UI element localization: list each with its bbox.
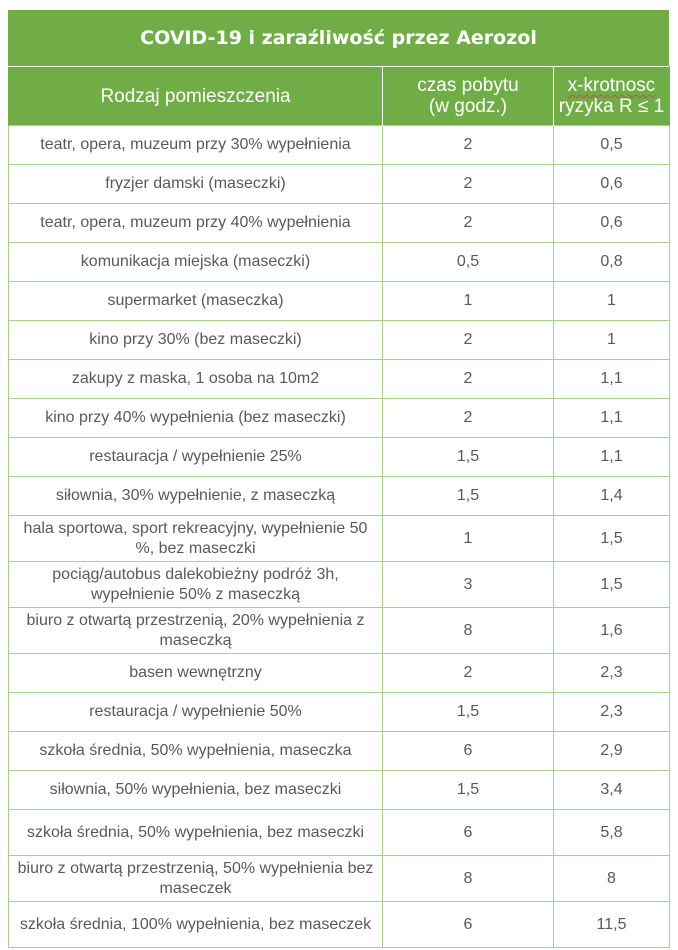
table-row xyxy=(9,771,670,810)
cell-risk-multiplier: 0,6 xyxy=(554,204,670,243)
table-row xyxy=(9,516,670,562)
cell-room-type: zakupy z maska, 1 osoba na 10m2 xyxy=(9,360,383,399)
table-row xyxy=(9,360,670,399)
cell-room-type: siłownia, 50% wypełnienia, bez maseczki xyxy=(9,771,383,810)
cell-stay-hours: 1,5 xyxy=(383,477,554,516)
risk-table-container xyxy=(8,10,669,948)
cell-risk-multiplier: 5,8 xyxy=(554,810,670,856)
cell-stay-hours: 1,5 xyxy=(383,438,554,477)
cell-stay-hours: 1 xyxy=(383,282,554,321)
table-row xyxy=(9,282,670,321)
header-stay-time-line1: czas pobytu xyxy=(417,75,519,96)
cell-room-type: fryzjer damski (maseczki) xyxy=(9,165,383,204)
cell-stay-hours: 2 xyxy=(383,399,554,438)
cell-risk-multiplier: 0,8 xyxy=(554,243,670,282)
cell-risk-multiplier: 2,3 xyxy=(554,693,670,732)
cell-room-type: teatr, opera, muzeum przy 30% wypełnienia xyxy=(9,126,383,165)
cell-stay-hours: 2 xyxy=(383,360,554,399)
table-row xyxy=(9,654,670,693)
cell-room-type: restauracja / wypełnienie 50% xyxy=(9,693,383,732)
cell-stay-hours: 8 xyxy=(383,608,554,654)
cell-room-type: hala sportowa, sport rekreacyjny, wypełnienie 50 %, bez maseczki xyxy=(9,516,383,562)
table-row xyxy=(9,321,670,360)
cell-room-type: supermarket (maseczka) xyxy=(9,282,383,321)
table-row xyxy=(9,608,670,654)
cell-risk-multiplier: 3,4 xyxy=(554,771,670,810)
header-stay-time xyxy=(383,67,554,126)
header-risk-multiplier xyxy=(554,67,670,126)
cell-room-type: biuro z otwartą przestrzenią, 20% wypełnienia z maseczką xyxy=(9,608,383,654)
cell-room-type: siłownia, 30% wypełnienie, z maseczką xyxy=(9,477,383,516)
table-row xyxy=(9,562,670,608)
header-room-type: Rodzaj pomieszczenia xyxy=(9,67,383,126)
cell-room-type: szkoła średnia, 100% wypełnienia, bez maseczek xyxy=(9,902,383,948)
cell-stay-hours: 2 xyxy=(383,165,554,204)
cell-risk-multiplier: 1,1 xyxy=(554,399,670,438)
cell-risk-multiplier: 2,9 xyxy=(554,732,670,771)
cell-risk-multiplier: 1,5 xyxy=(554,516,670,562)
cell-room-type: restauracja / wypełnienie 25% xyxy=(9,438,383,477)
cell-room-type: basen wewnętrzny xyxy=(9,654,383,693)
header-risk-line1: x-krotnosc xyxy=(567,75,656,96)
cell-stay-hours: 1 xyxy=(383,516,554,562)
cell-risk-multiplier: 1,5 xyxy=(554,562,670,608)
cell-risk-multiplier: 1,1 xyxy=(554,360,670,399)
table-row xyxy=(9,810,670,856)
cell-room-type: komunikacja miejska (maseczki) xyxy=(9,243,383,282)
risk-table xyxy=(8,66,670,948)
cell-room-type: teatr, opera, muzeum przy 40% wypełnienia xyxy=(9,204,383,243)
cell-stay-hours: 6 xyxy=(383,810,554,856)
cell-stay-hours: 2 xyxy=(383,126,554,165)
table-row xyxy=(9,693,670,732)
table-row xyxy=(9,165,670,204)
table-row xyxy=(9,477,670,516)
table-row xyxy=(9,204,670,243)
cell-room-type: kino przy 40% wypełnienia (bez maseczki) xyxy=(9,399,383,438)
cell-risk-multiplier: 11,5 xyxy=(554,902,670,948)
cell-stay-hours: 8 xyxy=(383,856,554,902)
header-risk-line2: ryzyka R ≤ 1 xyxy=(558,96,665,117)
header-row xyxy=(9,67,670,126)
table-title: COVID-19 i zaraźliwość przez Aerozol xyxy=(8,10,669,66)
cell-risk-multiplier: 8 xyxy=(554,856,670,902)
cell-stay-hours: 6 xyxy=(383,732,554,771)
cell-stay-hours: 6 xyxy=(383,902,554,948)
table-row xyxy=(9,399,670,438)
table-row xyxy=(9,243,670,282)
table-row xyxy=(9,856,670,902)
cell-stay-hours: 1,5 xyxy=(383,693,554,732)
cell-risk-multiplier: 1,4 xyxy=(554,477,670,516)
table-row xyxy=(9,126,670,165)
cell-stay-hours: 1,5 xyxy=(383,771,554,810)
cell-risk-multiplier: 1 xyxy=(554,282,670,321)
table-row xyxy=(9,732,670,771)
cell-risk-multiplier: 0,6 xyxy=(554,165,670,204)
cell-stay-hours: 2 xyxy=(383,204,554,243)
cell-risk-multiplier: 2,3 xyxy=(554,654,670,693)
cell-stay-hours: 0,5 xyxy=(383,243,554,282)
cell-room-type: pociąg/autobus dalekobieżny podróż 3h, wypełnienie 50% z maseczką xyxy=(9,562,383,608)
cell-room-type: szkoła średnia, 50% wypełnienia, bez maseczki xyxy=(9,810,383,856)
cell-risk-multiplier: 0,5 xyxy=(554,126,670,165)
cell-risk-multiplier: 1,6 xyxy=(554,608,670,654)
header-stay-time-line2: (w godz.) xyxy=(428,96,508,117)
table-row xyxy=(9,438,670,477)
cell-stay-hours: 2 xyxy=(383,321,554,360)
cell-risk-multiplier: 1,1 xyxy=(554,438,670,477)
cell-risk-multiplier: 1 xyxy=(554,321,670,360)
table-row xyxy=(9,902,670,948)
cell-room-type: kino przy 30% (bez maseczki) xyxy=(9,321,383,360)
cell-stay-hours: 3 xyxy=(383,562,554,608)
cell-room-type: szkoła średnia, 50% wypełnienia, maseczka xyxy=(9,732,383,771)
cell-room-type: biuro z otwartą przestrzenią, 50% wypełnienia bez maseczek xyxy=(9,856,383,902)
cell-stay-hours: 2 xyxy=(383,654,554,693)
